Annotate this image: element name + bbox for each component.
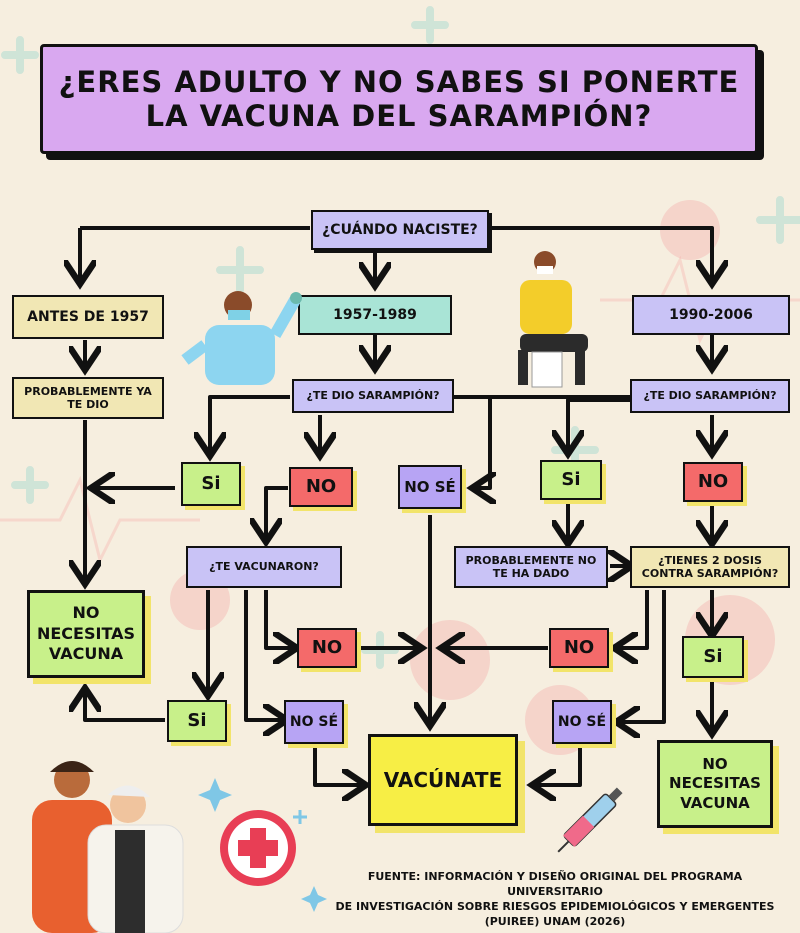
source-citation bbox=[320, 870, 790, 929]
two-doses-question-label: ¿TIENES 2 DOSIS CONTRA SARAMPIÓN? bbox=[641, 553, 779, 580]
no-mid-left-label: NO bbox=[311, 637, 343, 659]
nose-right-label: NO SÉ bbox=[557, 713, 607, 730]
doctor-icon bbox=[185, 291, 302, 385]
nose-a-label: NO SÉ bbox=[404, 478, 456, 496]
question-birth-label: ¿CUÁNDO NACISTE? bbox=[322, 221, 478, 238]
before-1957-label: ANTES DE 1957 bbox=[27, 308, 149, 325]
no-b-label: NO bbox=[697, 471, 729, 493]
range-1990-2006-label: 1990-2006 bbox=[669, 306, 753, 323]
source-line-2: DE INVESTIGACIÓN SOBRE RIESGOS EPIDEMIOLÓGICOS Y EMERGENTES bbox=[335, 899, 775, 913]
no-a-label: NO bbox=[305, 476, 337, 498]
title-line-2: LA VACUNA DEL SARAMPIÓN? bbox=[145, 99, 653, 133]
si-b-label: Si bbox=[561, 469, 581, 491]
vaccinated-question-label: ¿TE VACUNARON? bbox=[209, 560, 319, 574]
couple-icon bbox=[32, 761, 183, 933]
si-a-label: Si bbox=[201, 473, 221, 495]
probably-not-label: PROBABLEMENTE NO TE HA DADO bbox=[465, 553, 597, 580]
si-bottom-left-label: Si bbox=[187, 710, 207, 732]
had-measles-a-label: ¿TE DIO SARAMPIÓN? bbox=[306, 389, 440, 403]
range-1957-1989-label: 1957-1989 bbox=[333, 306, 417, 323]
source-line-1: FUENTE: INFORMACIÓN Y DISEÑO ORIGINAL DEL PROGRAMA UNIVERSITARIO bbox=[367, 870, 743, 898]
no-mid-right-label: NO bbox=[563, 637, 595, 659]
source-line-3: (PUIREE) UNAM (2026) bbox=[484, 914, 626, 928]
seated-patient-icon bbox=[518, 251, 588, 387]
nose-left-label: NO SÉ bbox=[289, 713, 339, 730]
vaccinate-label: VACÚNATE bbox=[383, 768, 503, 792]
had-measles-b-label: ¿TE DIO SARAMPIÓN? bbox=[643, 389, 777, 403]
no-need-left-label: NO NECESITAS VACUNA bbox=[36, 602, 136, 664]
si-c-label: Si bbox=[703, 646, 723, 668]
probably-had-label: PROBABLEMENTE YA TE DIO bbox=[24, 384, 152, 411]
syringe-icon bbox=[553, 785, 626, 858]
medical-cross-icon bbox=[220, 810, 296, 886]
title-line-1: ¿ERES ADULTO Y NO SABES SI PONERTE bbox=[58, 65, 740, 99]
no-need-right-label: NO NECESITAS VACUNA bbox=[669, 754, 761, 812]
